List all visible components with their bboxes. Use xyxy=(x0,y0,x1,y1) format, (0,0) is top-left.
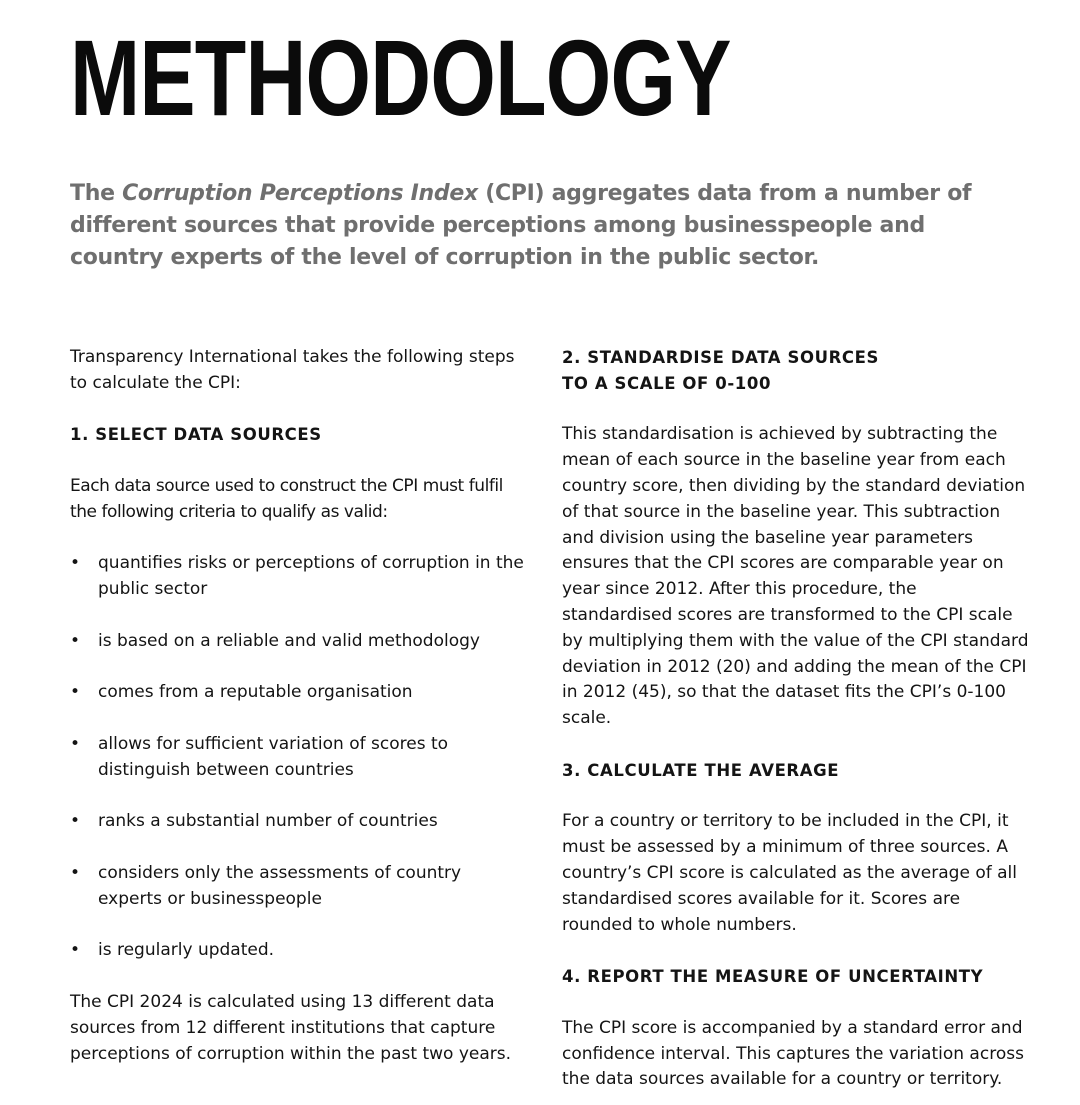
list-item xyxy=(70,680,530,706)
bullet-icon: • xyxy=(70,862,81,883)
intro-after: (CPI) aggregates data from a number of different sources that provide perceptions among businesspeople and country experts of the level of corruption in the public sector. xyxy=(70,181,972,270)
step-2-heading-line2: TO A SCALE OF 0-100 xyxy=(562,373,772,393)
step-2-heading xyxy=(562,345,1032,397)
closing-paragraph: The CPI 2024 is calculated using 13 different data sources from 12 different institutions that capture perceptions of corruption within the past two years. xyxy=(70,991,512,1064)
bullet-icon: • xyxy=(70,940,81,961)
intro-before: The xyxy=(70,181,123,206)
bullet-icon: • xyxy=(70,682,81,703)
criteria-text: comes from a reputable organisation xyxy=(98,682,413,703)
step-2-text: This standardisation is achieved by subtracting the mean of each source in the baseline year from each country score, then dividing by the standard deviation of that source in the baseline year. This subtraction and division using the baseline year parameters ensures that the CPI scores are comparable year on year since 2012. After this procedure, the standardised scores are transformed to the CPI scale by multiplying them with the value of the CPI standard deviation in 2012 (20) and adding the mean of the CPI in 2012 (45), so that the dataset fits the CPI’s 0-100 scale. xyxy=(562,424,1029,729)
intro-paragraph xyxy=(70,178,1010,274)
bullet-icon: • xyxy=(70,553,81,574)
step-4-text: The CPI score is accompanied by a standard error and confidence interval. This captures the variation across the data sources available for a country or territory. xyxy=(562,1017,1024,1090)
list-item xyxy=(70,629,530,655)
list-item xyxy=(70,861,530,913)
criteria-text: is regularly updated. xyxy=(98,940,275,961)
page-title: METHODOLOGY xyxy=(70,17,731,138)
criteria-text: is based on a reliable and valid methodology xyxy=(98,630,480,651)
step-3-heading: 3. CALCULATE THE AVERAGE xyxy=(562,760,840,780)
list-item xyxy=(70,732,530,784)
intro-index-name: Corruption Perceptions Index xyxy=(122,181,478,206)
left-column xyxy=(70,345,530,1067)
list-item xyxy=(70,938,530,964)
criteria-text: ranks a substantial number of countries xyxy=(98,811,438,832)
bullet-icon: • xyxy=(70,630,81,651)
criteria-list xyxy=(70,551,530,964)
right-column xyxy=(562,345,1032,1093)
criteria-text: considers only the assessments of country experts or businesspeople xyxy=(98,862,462,909)
steps-lead: Transparency International takes the following steps to calculate the CPI: xyxy=(70,347,515,393)
list-item xyxy=(70,551,530,603)
step-2-heading-line1: 2. STANDARDISE DATA SOURCES xyxy=(562,348,879,367)
bullet-icon: • xyxy=(70,733,81,754)
criteria-text: allows for sufficient variation of scores to distinguish between countries xyxy=(98,733,449,780)
step-3-text: For a country or territory to be included in the CPI, it must be assessed by a minimum of three sources. A country’s CPI score is calculated as the average of all standardised scores available for it. Scores are rounded to whole numbers. xyxy=(562,811,1017,935)
criteria-text: quantifies risks or perceptions of corruption in the public sector xyxy=(98,553,524,600)
list-item xyxy=(70,809,530,835)
criteria-intro: Each data source used to construct the CPI must fulfil the following criteria to qualify as valid: xyxy=(70,475,503,522)
step-1-heading: 1. SELECT DATA SOURCES xyxy=(70,425,322,445)
bullet-icon: • xyxy=(70,811,81,832)
step-4-heading: 4. REPORT THE MEASURE OF UNCERTAINTY xyxy=(562,967,984,987)
